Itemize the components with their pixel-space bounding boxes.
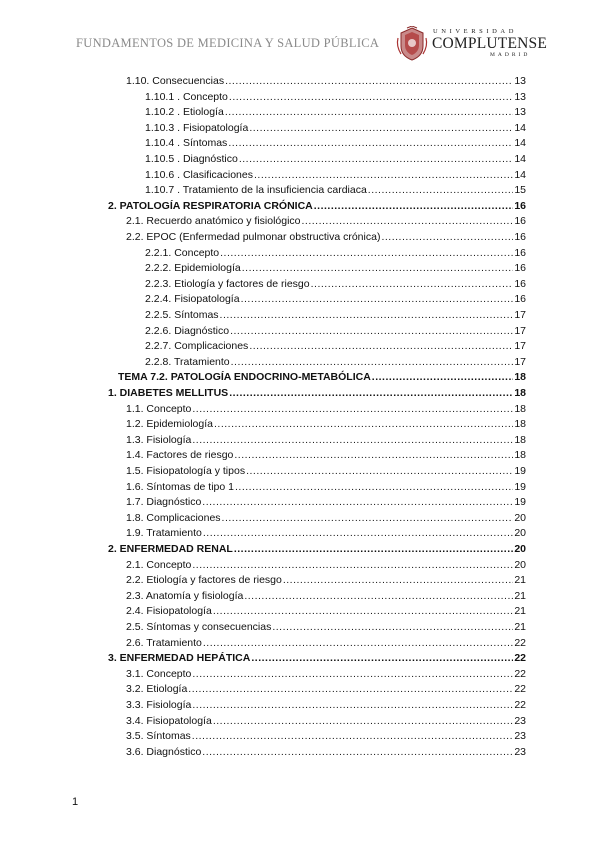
toc-entry-label: 1.9. Tratamiento: [126, 527, 202, 540]
toc-dot-leader: [234, 448, 513, 464]
toc-dot-leader: [192, 433, 513, 449]
toc-dot-leader: [202, 495, 513, 511]
logo-main-text: COMPLUTENSE: [432, 35, 548, 52]
toc-entry-label: 1.6. Síntomas de tipo 1: [126, 480, 234, 493]
toc-entry[interactable]: [145, 355, 526, 371]
toc-entry[interactable]: [126, 214, 526, 230]
toc-entry-page: 22: [514, 652, 526, 665]
toc-entry[interactable]: [108, 651, 526, 667]
toc-entry[interactable]: [126, 589, 526, 605]
toc-entry-label: 3.6. Diagnóstico: [126, 745, 202, 758]
toc-entry-page: 13: [514, 90, 526, 103]
toc-entry-label: 2.2.8. Tratamiento: [145, 355, 230, 368]
toc-entry[interactable]: [145, 136, 526, 152]
toc-dot-leader: [246, 464, 513, 480]
toc-dot-leader: [244, 589, 513, 605]
toc-entry-label: 2.2. Etiología y factores de riesgo: [126, 574, 282, 587]
toc-entry-page: 15: [514, 184, 526, 197]
toc-dot-leader: [192, 698, 513, 714]
toc-entry-page: 20: [514, 543, 526, 555]
toc-dot-leader: [241, 292, 514, 308]
toc-entry[interactable]: [145, 90, 526, 106]
toc-entry-page: 14: [514, 168, 526, 181]
toc-entry-page: 16: [514, 231, 526, 243]
toc-entry[interactable]: [145, 277, 526, 293]
toc-entry-page: 16: [514, 262, 526, 275]
toc-entry[interactable]: [126, 433, 526, 449]
toc-entry-page: 20: [514, 558, 526, 571]
toc-dot-leader: [229, 386, 513, 402]
toc-entry[interactable]: [126, 573, 526, 589]
toc-dot-leader: [368, 183, 514, 199]
toc-entry-label: 2.2.2. Epidemiología: [145, 262, 241, 275]
toc-entry[interactable]: [145, 246, 526, 262]
toc-entry[interactable]: [126, 698, 526, 714]
toc-entry[interactable]: [145, 105, 526, 121]
toc-dot-leader: [234, 542, 513, 558]
toc-entry[interactable]: [145, 261, 526, 277]
toc-dot-leader: [202, 745, 513, 761]
toc-entry-label: 1.10.6 . Clasificaciones: [145, 168, 253, 181]
toc-entry-label: 2.6. Tratamiento: [126, 636, 202, 649]
toc-entry[interactable]: [126, 402, 526, 418]
toc-entry-label: 2.4. Fisiopatología: [126, 605, 212, 618]
toc-entry-page: 17: [514, 324, 526, 337]
toc-dot-leader: [213, 714, 514, 730]
toc-dot-leader: [381, 230, 513, 246]
toc-entry-label: 1.2. Epidemiología: [126, 418, 213, 431]
toc-entry-page: 18: [514, 433, 526, 446]
toc-dot-leader: [302, 214, 514, 230]
toc-entry-page: 21: [514, 605, 526, 618]
toc-dot-leader: [220, 246, 513, 262]
toc-dot-leader: [251, 651, 513, 667]
toc-entry-page: 16: [514, 277, 526, 290]
toc-entry-page: 23: [514, 714, 526, 727]
toc-entry[interactable]: [126, 620, 526, 636]
toc-entry-page: 18: [514, 402, 526, 415]
toc-entry-page: 23: [514, 730, 526, 743]
toc-entry-label: 1.10.4 . Síntomas: [145, 137, 228, 150]
toc-entry[interactable]: [145, 121, 526, 137]
toc-entry[interactable]: [126, 636, 526, 652]
toc-dot-leader: [249, 339, 513, 355]
toc-entry-label: 1.1. Concepto: [126, 402, 192, 415]
toc-entry[interactable]: [145, 168, 526, 184]
toc-dot-leader: [249, 121, 513, 137]
toc-entry-label: 3.5. Síntomas: [126, 730, 191, 743]
toc-entry-label: 2. PATOLOGÍA RESPIRATORIA CRÓNICA: [108, 199, 313, 212]
toc-entry[interactable]: [108, 542, 526, 558]
toc-entry[interactable]: [126, 682, 526, 698]
university-logo: [395, 26, 548, 62]
toc-entry-label: 2.1. Concepto: [126, 558, 192, 571]
toc-entry[interactable]: [126, 511, 526, 527]
toc-entry[interactable]: [126, 480, 526, 496]
toc-entry-label: 1.7. Diagnóstico: [126, 496, 202, 509]
toc-entry-label: 3.3. Fisiología: [126, 699, 192, 711]
toc-entry-label: 2.5. Síntomas y consecuencias: [126, 621, 272, 633]
document-title: FUNDAMENTOS DE MEDICINA Y SALUD PÚBLICA: [76, 36, 380, 50]
toc-dot-leader: [213, 604, 514, 620]
toc-entry-page: 19: [514, 496, 526, 509]
logo-top-text: UNIVERSIDAD: [433, 28, 518, 35]
toc-entry-label: 2. ENFERMEDAD RENAL: [108, 543, 233, 555]
toc-entry[interactable]: [108, 386, 526, 402]
toc-entry[interactable]: [126, 526, 526, 542]
toc-entry-page: 14: [514, 121, 526, 134]
toc-dot-leader: [311, 277, 514, 293]
toc-entry[interactable]: [126, 667, 526, 683]
toc-entry[interactable]: [145, 324, 526, 340]
toc-entry-label: 2.1. Recuerdo anatómico y fisiológico: [126, 215, 301, 228]
toc-dot-leader: [229, 90, 513, 106]
toc-entry-page: 21: [514, 589, 526, 602]
toc-dot-leader: [192, 558, 513, 574]
toc-entry-page: 17: [514, 309, 526, 321]
toc-dot-leader: [231, 355, 514, 371]
toc-entry-label: 1.10.1 . Concepto: [145, 90, 228, 103]
toc-entry[interactable]: [126, 448, 526, 464]
toc-entry-page: 16: [514, 293, 526, 306]
toc-entry[interactable]: [126, 604, 526, 620]
toc-dot-leader: [242, 261, 514, 277]
toc-dot-leader: [203, 526, 513, 542]
toc-dot-leader: [188, 682, 513, 698]
toc-entry-label: 3.4. Fisiopatología: [126, 714, 212, 727]
toc-entry-label: 1.10.3 . Fisiopatología: [145, 121, 249, 134]
toc-entry-label: 3.1. Concepto: [126, 667, 192, 680]
toc-entry-page: 17: [514, 340, 526, 353]
toc-entry[interactable]: [145, 308, 526, 324]
toc-dot-leader: [372, 370, 514, 386]
toc-entry-label: 1. DIABETES MELLITUS: [108, 387, 229, 399]
toc-entry-page: 23: [514, 745, 526, 758]
toc-entry-label: 2.2.1. Concepto: [145, 246, 220, 259]
toc-dot-leader: [235, 480, 513, 496]
toc-dot-leader: [239, 152, 514, 168]
page-header: [0, 0, 600, 60]
toc-entry-page: 22: [514, 699, 526, 711]
toc-entry[interactable]: [126, 464, 526, 480]
toc-entry-label: 1.10.5 . Diagnóstico: [145, 153, 238, 165]
toc-dot-leader: [254, 168, 513, 184]
toc-entry-label: 1.10.2 . Etiología: [145, 106, 224, 119]
toc-entry-page: 16: [514, 199, 526, 212]
toc-entry-page: 22: [514, 683, 526, 696]
toc-entry-page: 16: [514, 246, 526, 259]
toc-entry-page: 20: [514, 511, 526, 524]
toc-dot-leader: [203, 636, 513, 652]
toc-dot-leader: [230, 324, 513, 340]
toc-entry[interactable]: [108, 199, 526, 215]
toc-entry-page: 19: [514, 465, 526, 477]
toc-dot-leader: [314, 199, 514, 215]
toc-entry-label: 1.4. Factores de riesgo: [126, 449, 234, 462]
toc-dot-leader: [192, 667, 513, 683]
toc-entry-label: 1.10.7 . Tratamiento de la insuficiencia cardiaca: [145, 184, 367, 197]
toc-entry-label: TEMA 7.2. PATOLOGÍA ENDOCRINO-METABÓLICA: [118, 371, 371, 384]
toc-entry-page: 18: [514, 449, 526, 462]
toc-dot-leader: [192, 402, 513, 418]
toc-entry[interactable]: [145, 183, 526, 199]
toc-entry[interactable]: [126, 714, 526, 730]
toc-entry-label: 2.2.4. Fisiopatología: [145, 293, 240, 306]
toc-dot-leader: [225, 105, 514, 121]
toc-entry[interactable]: [118, 370, 526, 386]
toc-entry[interactable]: [126, 74, 526, 90]
toc-dot-leader: [283, 573, 513, 589]
toc-entry[interactable]: [145, 152, 526, 168]
toc-entry-page: 18: [514, 371, 526, 384]
toc-entry-page: 18: [514, 418, 526, 431]
toc-dot-leader: [192, 729, 514, 745]
page-number: 1: [72, 796, 79, 808]
toc-entry-label: 3. ENFERMEDAD HEPÁTICA: [108, 652, 251, 665]
toc-entry-page: 21: [514, 621, 526, 633]
toc-entry-label: 2.2.3. Etiología y factores de riesgo: [145, 277, 310, 290]
toc-dot-leader: [225, 74, 513, 90]
toc-entry[interactable]: [126, 745, 526, 761]
toc-entry-page: 19: [514, 480, 526, 493]
toc-entry-page: 20: [514, 527, 526, 540]
toc-entry[interactable]: [126, 417, 526, 433]
toc-entry[interactable]: [126, 729, 526, 745]
toc-entry-page: 13: [514, 106, 526, 119]
toc-entry-page: 16: [514, 215, 526, 228]
toc-dot-leader: [220, 308, 514, 324]
toc-entry-page: 14: [514, 153, 526, 165]
toc-entry[interactable]: [126, 495, 526, 511]
toc-entry-label: 1.10. Consecuencias: [126, 75, 225, 87]
toc-entry-label: 2.2.5. Síntomas: [145, 309, 219, 321]
toc-entry-page: 18: [514, 387, 526, 399]
toc-entry-page: 22: [514, 667, 526, 680]
logo-sub-text: MADRID: [490, 52, 531, 58]
toc-entry-label: 2.2.6. Diagnóstico: [145, 324, 230, 337]
toc-entry-label: 2.2.7. Complicaciones: [145, 340, 249, 353]
toc-entry[interactable]: [145, 292, 526, 308]
toc-entry[interactable]: [145, 339, 526, 355]
toc-entry-label: 1.8. Complicaciones: [126, 511, 221, 524]
toc-entry-label: 2.3. Anatomía y fisiología: [126, 589, 244, 602]
toc-entry-label: 1.5. Fisiopatología y tipos: [126, 465, 246, 477]
toc-entry-label: 3.2. Etiología: [126, 683, 188, 696]
toc-dot-leader: [272, 620, 513, 636]
toc-entry-label: 2.2. EPOC (Enfermedad pulmonar obstructiva crónica): [126, 231, 381, 243]
toc-entry-page: 14: [514, 137, 526, 150]
toc-entry-page: 21: [514, 574, 526, 587]
university-seal-icon: [395, 26, 429, 62]
toc-entry-page: 22: [514, 636, 526, 649]
toc-entry[interactable]: [126, 558, 526, 574]
toc-entry-page: 17: [514, 355, 526, 368]
toc-dot-leader: [228, 136, 513, 152]
toc-entry[interactable]: [126, 230, 526, 246]
toc-dot-leader: [222, 511, 514, 527]
toc-entry-page: 13: [514, 75, 526, 87]
toc-dot-leader: [214, 417, 513, 433]
toc-entry-label: 1.3. Fisiología: [126, 433, 192, 446]
